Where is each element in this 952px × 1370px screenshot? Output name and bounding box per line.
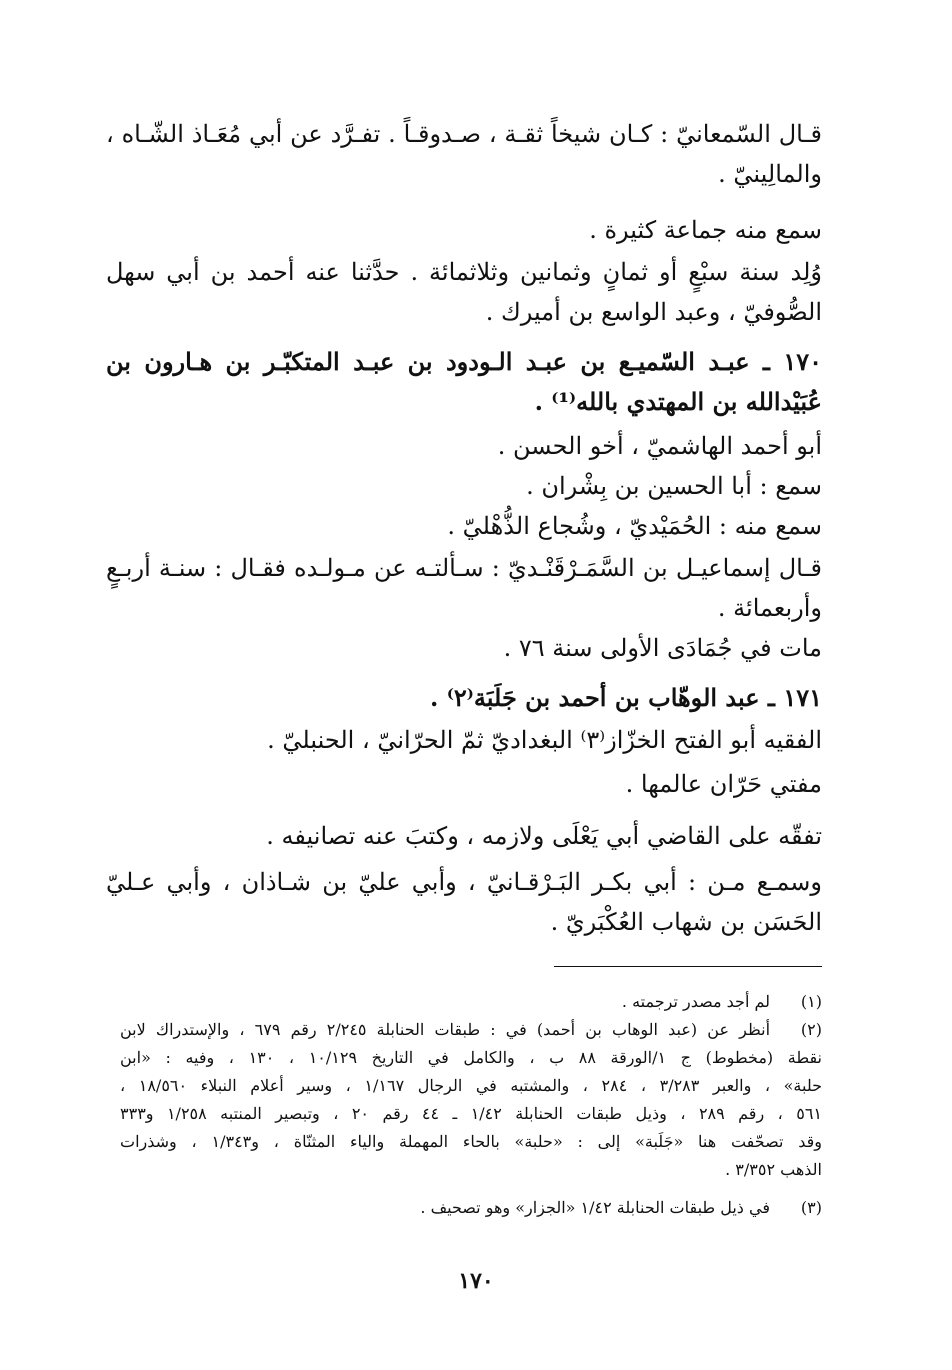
entry-heading-171: ١٧١ ـ عبد الوهّاب بن أحمد بن جَلَبَة⁽٢⁾ . bbox=[430, 683, 822, 712]
body-line: قـال إسماعيـل بن السَّمَـرْقَنْـديّ : سـألتـه عن مـولـده فقـال : سنـة أربـعٍ bbox=[106, 554, 822, 582]
footnote-divider bbox=[554, 966, 822, 967]
body-line: أبو أحمد الهاشميّ ، أخو الحسن . bbox=[497, 432, 822, 460]
body-line: سمع : أبا الحسين بن بِشْران . bbox=[526, 472, 822, 500]
footnote-text: الذهب ٣/٣٥٢ . bbox=[725, 1160, 822, 1179]
footnote-number: (٣) bbox=[800, 1198, 822, 1217]
body-line: والمالِينيّ . bbox=[718, 160, 822, 188]
footnote-number: (١) bbox=[800, 992, 822, 1011]
body-line: الصُّوفيّ ، وعبد الواسع بن أميرك . bbox=[485, 298, 822, 326]
body-line: وسمـع مـن : أبي بكـر البَـرْقـانيّ ، وأبي عليّ بن شـاذان ، وأبي عـليّ bbox=[106, 868, 822, 896]
body-line: مات في جُمَادَى الأولى سنة ٧٦ . bbox=[503, 634, 822, 662]
footnote-text: ٥٦١ ، رقم ٢٨٩ ، وذيل طبقات الحنابلة ١/٤٢ ـ ٤٤ رقم ٢٠ ، وتبصير المنتبه ١/٢٥٨ و٣٣٣ bbox=[120, 1104, 823, 1123]
footnote-number: (٢) bbox=[800, 1020, 822, 1039]
entry-heading-170: ١٧٠ ـ عبـد السّميـع بن عبـد الـودود بن عبـد المتكبّـر بن هـارون بن bbox=[106, 347, 822, 376]
body-line: الحَسَن بن شهاب العُكْبَريّ . bbox=[550, 908, 822, 936]
body-line: تفقّه على القاضي أبي يَعْلَى ولازمه ، وكتبَ عنه تصانيفه . bbox=[266, 822, 822, 850]
body-line: سمع منه جماعة كثيرة . bbox=[589, 216, 822, 244]
page-number: ١٧٠ bbox=[458, 1268, 494, 1294]
footnote-text: حلبة» ، والعبر ٣/٢٨٣ ، ٢٨٤ ، والمشتبه في الرجال ١/١٦٧ ، وسير أعلام النبلاء ١٨/٥٦٠ ، bbox=[120, 1076, 823, 1095]
footnote-text: وقد تصحّفت هنا «جَلَبة» إلى : «حلبة» بالحاء المهملة والياء المثنّاة ، و١/٣٤٣ ، وشذرات bbox=[120, 1132, 822, 1151]
footnote-text: في ذيل طبقات الحنابلة ١/٤٢ «الجزار» وهو تصحيف . bbox=[420, 1198, 770, 1217]
body-line: وأربعمائة . bbox=[717, 594, 822, 622]
footnote-text: أنظر عن (عبد الوهاب بن أحمد) في : طبقات الحنابلة ٢/٢٤٥ رقم ٦٧٩ ، والإستدراك لابن bbox=[120, 1020, 771, 1039]
body-line: قـال السّمعانيّ : كـان شيخاً ثقـة ، صـدوقـاً . تفـرَّد عن أبي مُعَـاذ الشّـاه ، bbox=[106, 120, 822, 148]
body-line: سمع منه : الحُمَيْديّ ، وشُجاع الذُّهْليّ . bbox=[447, 512, 822, 540]
body-line: مفتي حَرّان عالمها . bbox=[625, 770, 822, 798]
footnote-text: نقطة (مخطوط) ج ١/الورقة ٨٨ ب ، والكامل في التاريخ ١٠/١٢٩ ، ١٣٠ ، وفيه : «ابن bbox=[120, 1048, 823, 1067]
entry-heading-170-cont: عُبَيْدالله بن المهتدي بالله⁽¹⁾ . bbox=[534, 387, 822, 416]
body-line: وُلِد سنة سبْعٍ أو ثمانٍ وثمانين وثلاثمائة . حدَّثنا عنه أحمد بن أبي سهل bbox=[106, 258, 822, 286]
footnote-text: لم أجد مصدر ترجمته . bbox=[621, 992, 770, 1011]
body-line: الفقيه أبو الفتح الخزّاز⁽٣⁾ البغداديّ ثمّ الحرّانيّ ، الحنبليّ . bbox=[267, 726, 822, 754]
